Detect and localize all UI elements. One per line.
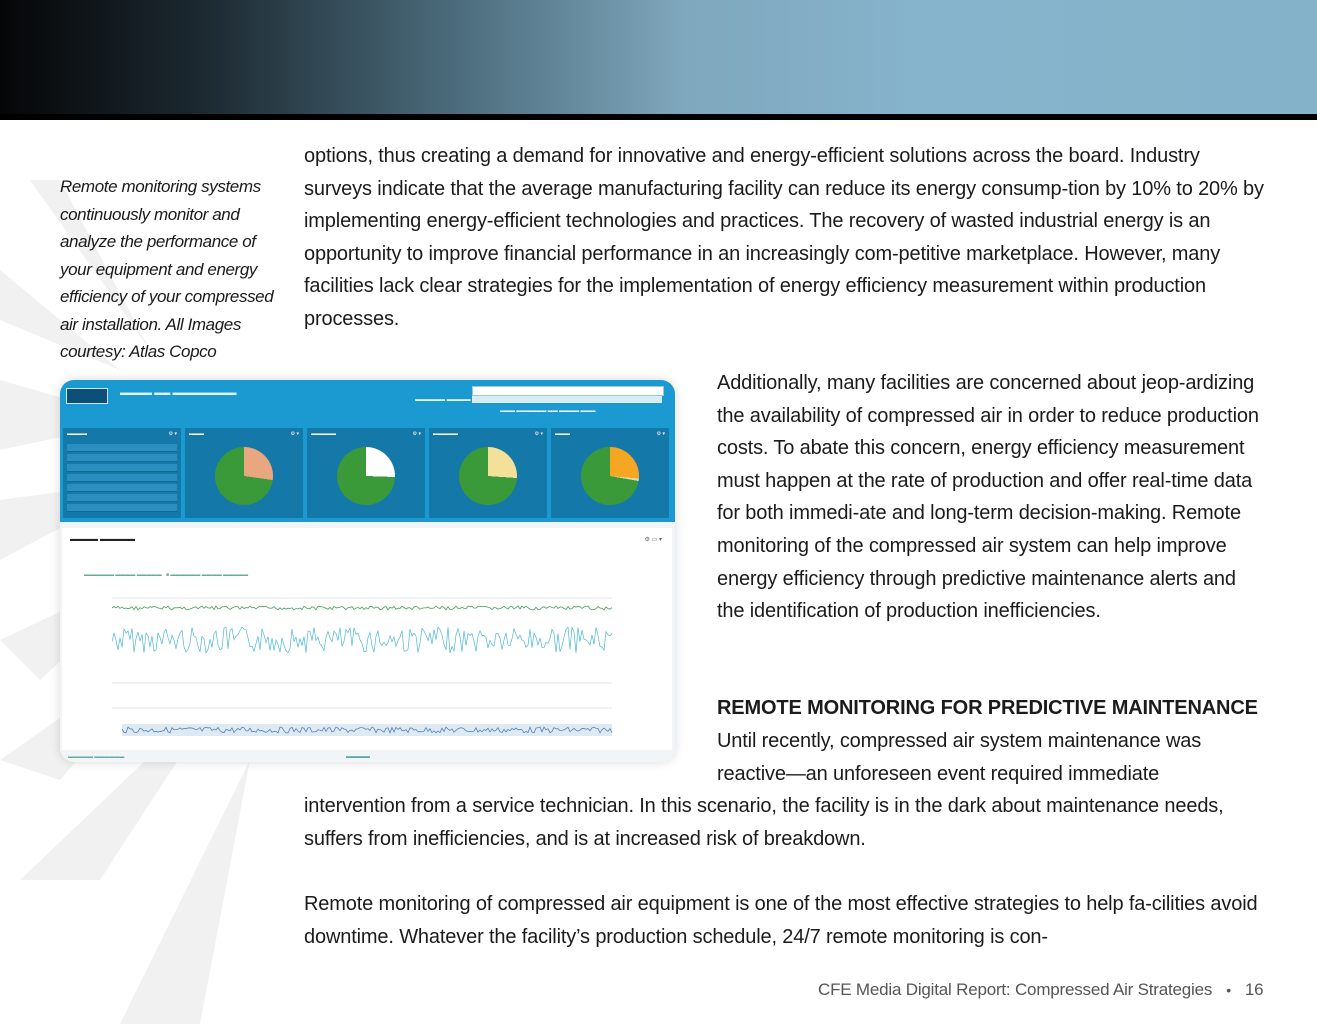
dashboard-app-name: ▬▬▬▬ ▬▬ ▬▬▬▬▬▬▬▬	[120, 388, 237, 397]
footer-separator: •	[1226, 982, 1231, 998]
panel-controls-icon: ⚙ ▾	[168, 431, 177, 437]
panel-title: ▬▬▬▬▬	[433, 431, 458, 437]
reporting-period-select	[472, 396, 662, 403]
body-paragraph-2: Additionally, many facilities are concerned about jeop-ardizing the availability of compressed air in order to reduce production costs. To abate this concern, energy efficiency measurement must happen at the rate of production and offer real-time data for both immedi-ate and long-term decision-making. Remote monitoring of the compressed air system can help improve energy efficiency through predictive maintenance alerts and the identification of production inefficiencies.	[717, 372, 1259, 623]
body-paragraph-4: Remote monitoring of compressed air equipment is one of the most effective strategies to help fa-cilities avoid downtime. Whatever the facility’s production schedule, 24/7 remote monitoring is con-	[304, 893, 1258, 948]
dashboard-header	[60, 380, 675, 522]
panel-controls-icon: ⚙ ▾	[656, 431, 665, 437]
list-item	[67, 444, 177, 452]
panel-title: ▬▬▬	[189, 431, 204, 437]
list-item	[67, 454, 177, 462]
status-panel	[185, 428, 303, 518]
connected-machines-panel	[63, 428, 181, 518]
body-paragraph-3-start: Until recently, compressed air system maintenance was reactive—an unforeseen event required immediate	[717, 730, 1202, 785]
page-footer	[818, 980, 1268, 1000]
availability-panel	[307, 428, 425, 518]
image-caption: Remote monitoring systems continuously monitor and analyze the performance of your equipment and energy efficiency of your compressed air installation. All Images courtesy: Atlas Copco	[60, 177, 274, 361]
dashboard-screenshot	[60, 380, 675, 762]
list-item	[67, 464, 177, 472]
header-banner	[0, 0, 1317, 114]
body-paragraph-1: options, thus creating a demand for innovative and energy-efficient solutions across the board. Industry surveys indicate that the average manufacturing facility can reduce its energy consump-tion by 10% to 20% by implementing energy-efficient technologies and practices. The recovery of wasted industrial energy is an opportunity to improve financial performance in an increasingly com-petitive marketplace. However, many facilities lack clear strategies for the implementation of energy efficiency measurement within production processes.	[304, 145, 1264, 330]
list-item	[67, 494, 177, 502]
usage-pie	[581, 447, 639, 505]
list-item	[67, 474, 177, 482]
atlas-copco-logo	[66, 388, 108, 404]
trend-graphs-title: ▬▬▬▬ ▬▬▬▬▬	[70, 536, 135, 543]
panel-controls-icon: ⚙ ▾	[412, 431, 421, 437]
panel-controls-icon: ⚙ ▾	[290, 431, 299, 437]
availability-pie	[337, 447, 395, 505]
trend-legend: ▬▬▬▬▬▬ ▬▬▬▬ ▬▬▬▬▬ ■ ▬▬▬▬▬▬ ▬▬▬▬ ▬▬▬▬▬	[84, 572, 249, 578]
publication-title: CFE Media Digital Report: Compressed Air Strategies	[818, 980, 1213, 999]
list-item	[67, 484, 177, 492]
trend-controls-icon: ⚙ ▭ ▾	[644, 537, 662, 543]
usage-panel	[551, 428, 669, 518]
section-heading: REMOTE MONITORING FOR PREDICTIVE MAINTENANCE	[717, 697, 1258, 719]
body-paragraph-3-end: intervention from a service technician. In this scenario, the facility is in the dark about maintenance needs, suffers from inefficiencies, and is at increased risk of breakdown.	[304, 795, 1224, 850]
reporting-period-label: ▬▬▬▬▬ ▬▬▬▬	[415, 397, 471, 403]
trend-graphs-panel	[62, 528, 672, 750]
panel-title: ▬▬▬▬	[67, 431, 87, 437]
resize-handle-icon: ▬▬▬▬	[346, 754, 370, 760]
panel-title: ▬▬▬	[555, 431, 570, 437]
panel-controls-icon: ⚙ ▾	[534, 431, 543, 437]
panel-title: ▬▬▬▬▬	[311, 431, 336, 437]
reporting-period-input	[472, 386, 664, 396]
dashboard-footer-link: ▬▬▬▬▬ ▬▬▬▬▬▬	[68, 754, 125, 760]
efficiency-panel	[429, 428, 547, 518]
list-item	[67, 504, 177, 512]
dashboard-links: ▬▬▬ ▬▬▬▬▬▬ ▬▬ ▬▬▬▬ ▬▬▬	[500, 408, 596, 414]
trend-chart	[112, 578, 622, 738]
status-pie	[215, 447, 273, 505]
efficiency-pie	[459, 447, 517, 505]
page-number: 16	[1244, 980, 1264, 999]
